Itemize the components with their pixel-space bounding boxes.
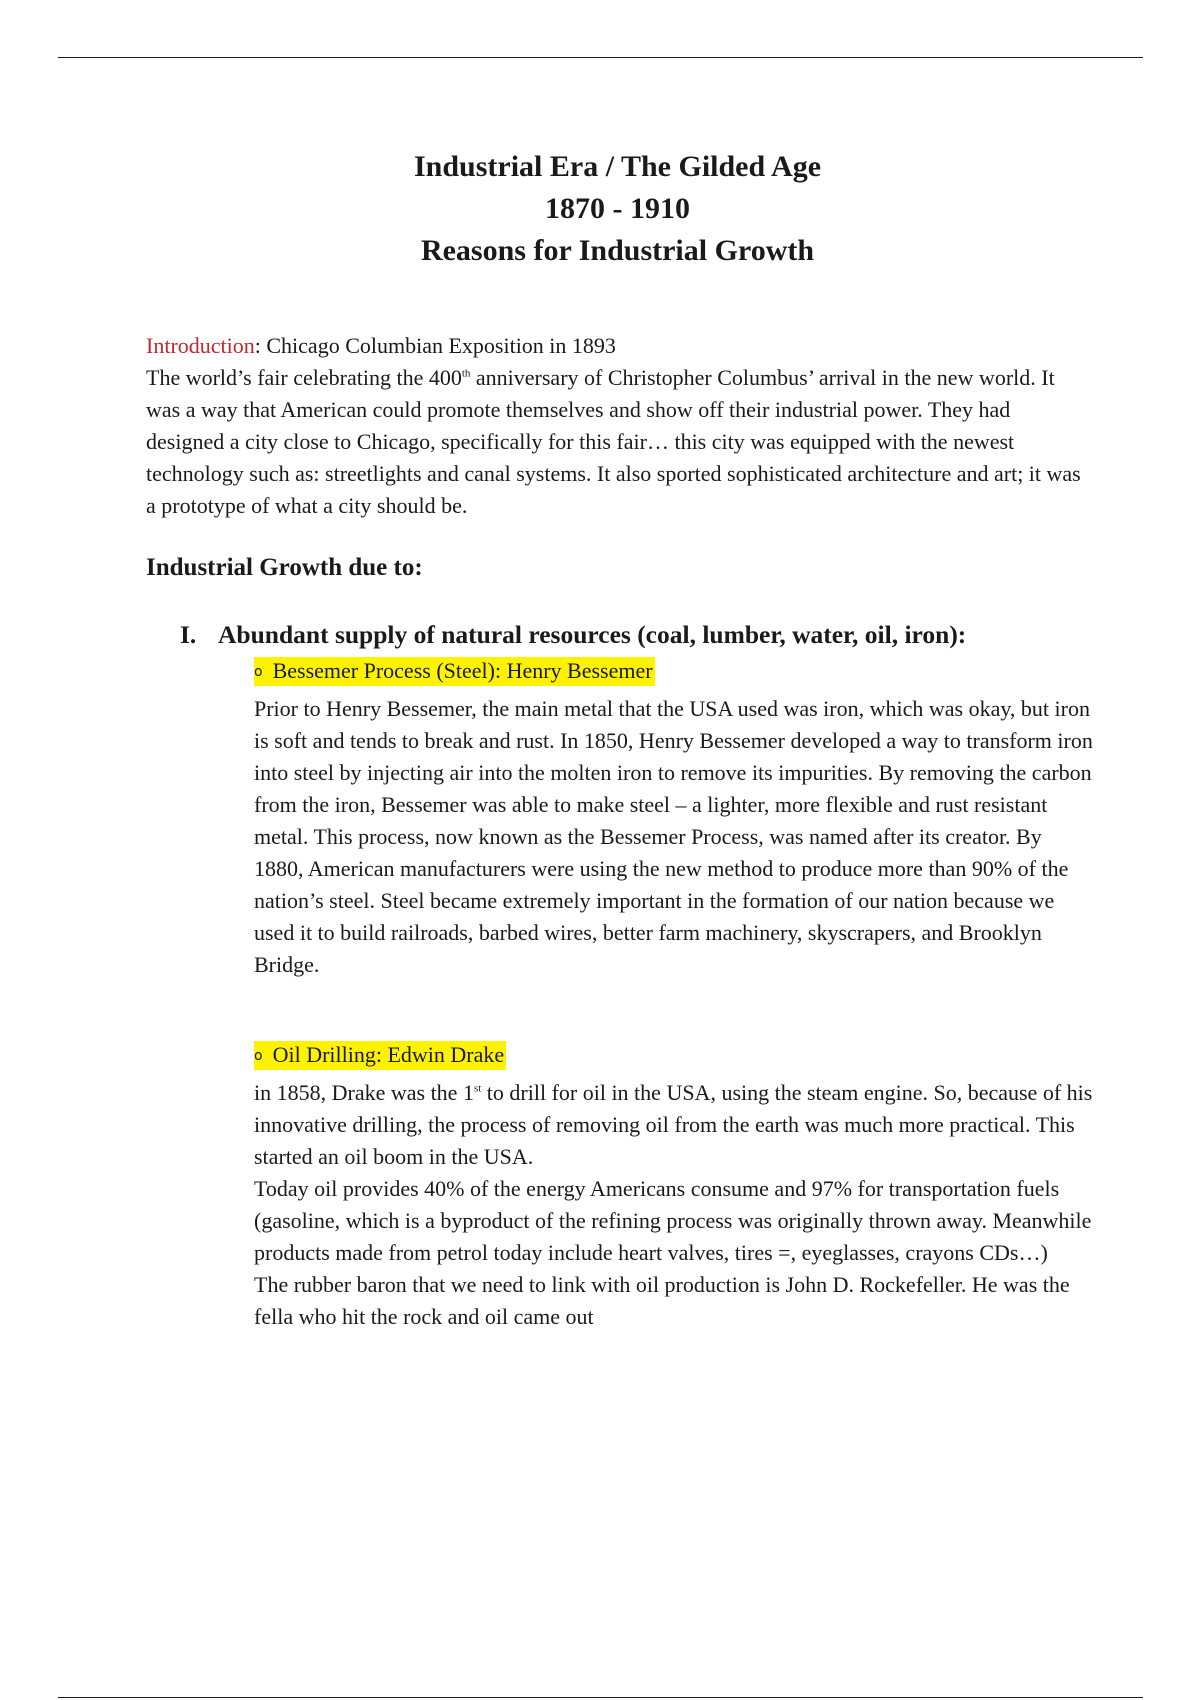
- intro-text-b: anniversary of Christopher Columbus’ arrival in the new world. It was a way that American could promote themselves and show off their industrial power. They had designed a city close to Chicago, specifically for this fair… this city was equipped with the newest technology such as: streetlights and canal systems. It also sported sophisticated architecture and art; it was a prototype of what a city should be.: [146, 365, 1081, 518]
- subitem-body: [254, 1077, 1094, 1173]
- subitem-oil-drilling: [254, 1039, 1094, 1333]
- top-rule: [58, 57, 1143, 58]
- oil-sup: st: [473, 1082, 482, 1095]
- item-heading-text: Abundant supply of natural resources (coal, lumber, water, oil, iron):: [218, 620, 967, 649]
- bottom-rule: [58, 1697, 1143, 1698]
- subitem-bessemer: [254, 655, 1094, 981]
- title-line-2: 1870 - 1910: [545, 192, 690, 225]
- intro-sup: th: [461, 367, 471, 380]
- subitem-title: Bessemer Process (Steel): Henry Bessemer: [272, 658, 653, 683]
- intro-paragraph: [146, 362, 1086, 522]
- intro-label: Introduction: [146, 333, 255, 358]
- subitem-body: Prior to Henry Bessemer, the main metal that the USA used was iron, which was okay, but iron is soft and tends to break and rust. In 1850, Henry Bessemer developed a way to transform iron into steel by injecting air into the molten iron to remove its impurities. By removing the carbon from the iron, Bessemer was able to make steel – a lighter, more flexible and rust resistant metal. This process, now known as the Bessemer Process, was named after its creator. By 1880, American manufacturers were using the new method to produce more than 90% of the nation’s steel. Steel became extremely important in the formation of our nation because we used it to build railroads, barbed wires, better farm machinery, skyscrapers, and Brooklyn Bridge.: [254, 696, 1093, 977]
- subitem-body-2: Today oil provides 40% of the energy Americans consume and 97% for transportation fuels (gasoline, which is a byproduct of the refining process was originally thrown away. Meanwhile products made from petrol today include heart valves, tires =, eyeglasses, crayons CDs…): [254, 1176, 1092, 1265]
- oil-text-a: in 1858, Drake was the 1: [254, 1080, 474, 1105]
- item-numeral: I.: [180, 620, 197, 649]
- intro-text-a: The world’s fair celebrating the 400: [146, 365, 462, 390]
- item-heading: [180, 620, 966, 650]
- title-line-1: Industrial Era / The Gilded Age: [413, 150, 822, 183]
- introduction: [146, 330, 1086, 522]
- subitem-title-highlight: [254, 657, 655, 686]
- bullet-icon: o: [254, 664, 263, 680]
- title-line-3: Reasons for Industrial Growth: [420, 234, 815, 267]
- subitem-title: Oil Drilling: Edwin Drake: [272, 1042, 505, 1067]
- oil-text-b: to drill for oil in the USA, using the steam engine. So, because of his innovative drilling, the process of removing oil from the earth was much more practical. This started an oil boom in the USA.: [254, 1080, 1093, 1169]
- intro-label-suffix: : Chicago Columbian Exposition in 1893: [254, 333, 616, 358]
- subitem-body-3: The rubber baron that we need to link with oil production is John D. Rockefeller. He was the fella who hit the rock and oil came out: [254, 1272, 1070, 1329]
- section-heading: Industrial Growth due to:: [146, 554, 423, 581]
- intro-label-line: [146, 330, 1086, 362]
- document-title: [0, 146, 1200, 272]
- bullet-icon: o: [254, 1048, 263, 1064]
- subitem-title-highlight: [254, 1041, 506, 1070]
